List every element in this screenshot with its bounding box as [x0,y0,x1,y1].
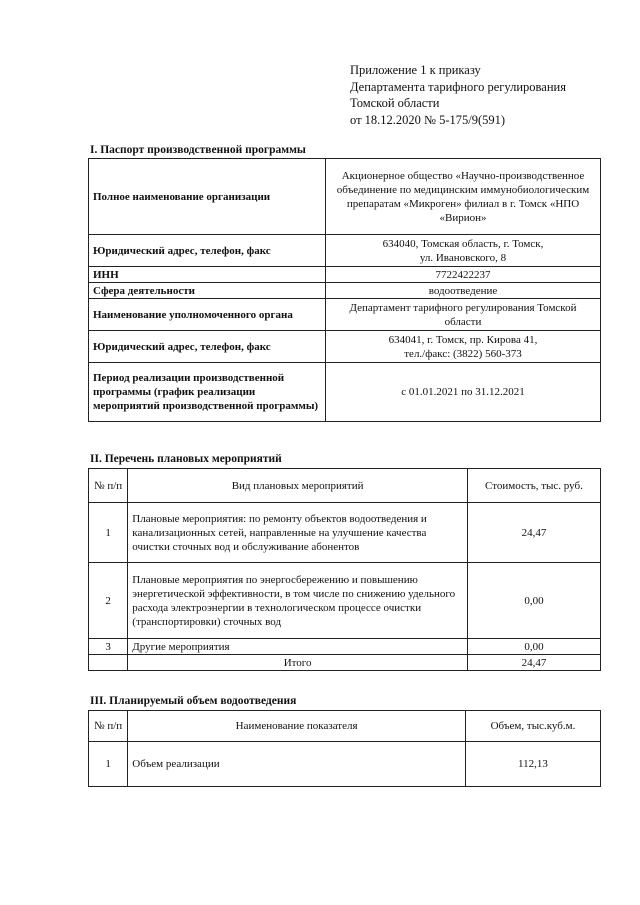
row-cost: 0,00 [467,639,600,655]
row-cost: 24,47 [467,503,600,563]
table-row [89,283,601,299]
row-value: с 01.01.2021 по 31.12.2021 [326,363,601,422]
row-num: 2 [89,563,128,639]
row-desc: Другие мероприятия [128,639,468,655]
total-cost: 24,47 [467,655,600,671]
row-desc: Плановые мероприятия по энергосбережению и повышению энергетической эффективности, в том числе по снижению удельного расхода электроэнергии в технологическом процессе очистки (транспортировки) сточных вод [128,563,468,639]
section-2-title: II. Перечень плановых мероприятий [90,453,282,465]
row-volume: 112,13 [465,742,600,787]
row-num: 1 [89,742,128,787]
header-cost: Стоимость, тыс. руб. [467,469,600,503]
table-row [89,639,601,655]
table-row [89,563,601,639]
table-row [89,503,601,563]
row-label: Полное наименование организации [89,159,326,235]
header-type: Вид плановых мероприятий [128,469,468,503]
row-value: Акционерное общество «Научно-производственное объединение по медицинским иммунобиологическим препаратам «Микроген» филиал в г. Томск «НПО «Вирион» [326,159,601,235]
row-value: водоотведение [326,283,601,299]
row-label: Наименование уполномоченного органа [89,299,326,331]
table-row [89,363,601,422]
row-label: Юридический адрес, телефон, факс [89,235,326,267]
measures-table [88,468,601,671]
row-num: 3 [89,639,128,655]
table-row [89,267,601,283]
header-name: Наименование показателя [128,711,466,742]
row-num: 1 [89,503,128,563]
header-volume: Объем, тыс.куб.м. [465,711,600,742]
section-1-title: I. Паспорт производственной программы [90,144,306,156]
table-header-row [89,711,601,742]
section-3-title: III. Планируемый объем водоотведения [90,695,297,707]
table-row [89,331,601,363]
row-value [326,235,601,267]
table-row [89,235,601,267]
appendix-header [350,62,566,128]
table-header-row [89,469,601,503]
header-line-3: Томской области [350,96,440,110]
value-line: 634041, г. Томск, пр. Кирова 41, [388,333,538,346]
table-row [89,159,601,235]
table-total-row [89,655,601,671]
passport-table [88,158,601,422]
total-empty-cell [89,655,128,671]
row-value: 7722422237 [326,267,601,283]
volume-table [88,710,601,787]
header-num: № п/п [89,469,128,503]
row-desc: Плановые мероприятия: по ремонту объектов водоотведения и канализационных сетей, направленные на улучшение качества очистки сточных вод и обслуживание абонентов [128,503,468,563]
total-label: Итого [128,655,468,671]
header-line-4: от 18.12.2020 № 5-175/9(591) [350,112,506,127]
row-cost: 0,00 [467,563,600,639]
row-label: Юридический адрес, телефон, факс [89,331,326,363]
header-num: № п/п [89,711,128,742]
value-line: 634040, Томская область, г. Томск, [382,237,544,250]
value-line: ул. Ивановского, 8 [419,251,507,264]
row-value: Департамент тарифного регулирования Томской области [326,299,601,331]
row-value [326,331,601,363]
row-label: ИНН [89,267,326,283]
header-line-1: Приложение 1 к приказу [350,63,481,77]
table-row [89,299,601,331]
row-label: Сфера деятельности [89,283,326,299]
row-name: Объем реализации [128,742,466,787]
header-line-2: Департамента тарифного регулирования [350,79,566,94]
value-line: тел./факс: (3822) 560-373 [404,347,522,360]
table-row [89,742,601,787]
row-label: Период реализации производственной программы (график реализации мероприятий производственной программы) [89,363,326,422]
